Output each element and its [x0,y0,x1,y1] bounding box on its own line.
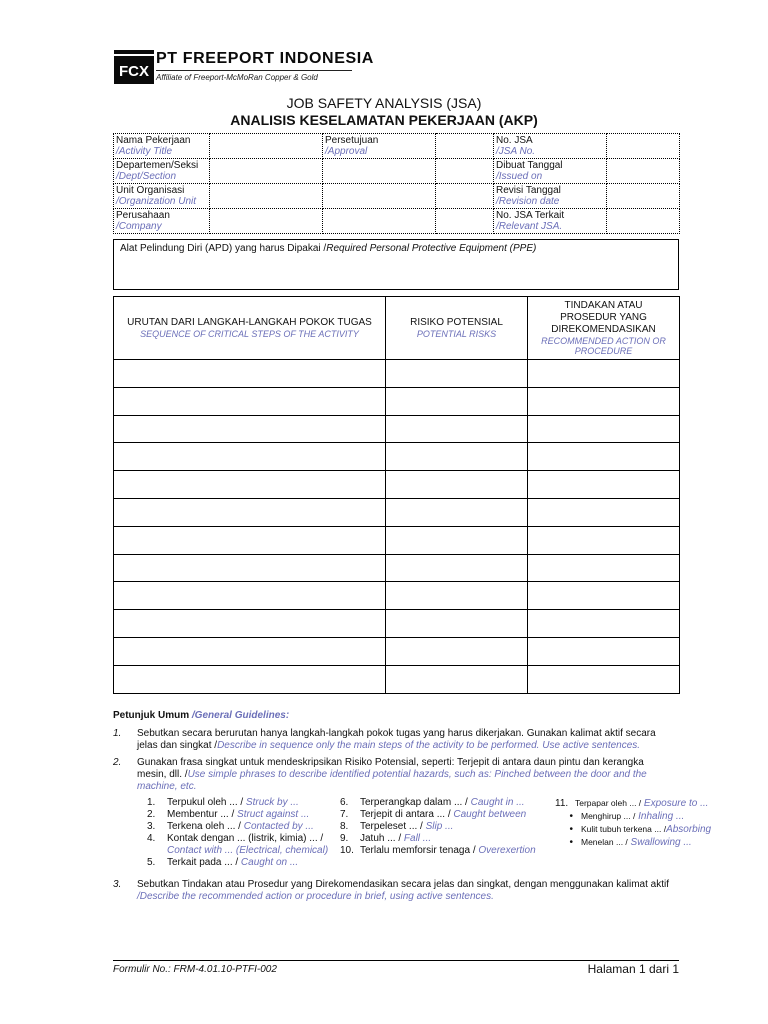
info-label [114,159,210,184]
info-value-field[interactable] [607,209,680,234]
logo-divider [156,70,352,71]
info-label-text: Perusahaan [116,210,170,221]
info-label [323,159,436,184]
hazard-item [340,821,536,833]
info-label [114,134,210,159]
hazard-text-en: Slip ... [422,821,454,832]
table-row [114,498,680,526]
hazard-number: • [569,837,573,848]
hazard-number: 3. [147,821,156,832]
action-cell[interactable] [528,582,680,610]
hazard-text: Terperangkap dalam ... / [360,797,468,808]
step-cell[interactable] [114,498,386,526]
guideline-number: 1. [113,728,122,739]
hazard-item [147,857,328,869]
hazard-text: Menelan ... / [581,837,628,847]
guideline-text: mesin, dll. / [137,769,188,780]
hazard-number: 5. [147,857,156,868]
hazard-text: Terlalu memforsir tenaga / [360,845,476,856]
info-label-text: Departemen/Seksi [116,160,199,171]
info-label-text-en: /Organization Unit [116,196,197,207]
hazard-text-en: Caught between [450,809,527,820]
risk-cell[interactable] [386,526,528,554]
action-cell[interactable] [528,554,680,582]
info-label-text: Persetujuan [325,135,379,146]
risk-cell[interactable] [386,443,528,471]
info-label-text: Revisi Tanggal [496,185,561,196]
column-header-actions [528,297,680,360]
hazard-text-en: Exposure to ... [641,798,709,809]
action-cell[interactable] [528,471,680,499]
info-value-field[interactable] [436,184,494,209]
hazard-number: • [569,824,573,835]
hazard-item [147,797,328,809]
hazard-text: Jatuh ... / [360,833,402,844]
action-cell[interactable] [528,637,680,665]
ppe-box[interactable] [113,239,679,290]
hazard-number: 1. [147,797,156,808]
risk-cell[interactable] [386,471,528,499]
info-value-field[interactable] [607,159,680,184]
risk-cell[interactable] [386,610,528,638]
ppe-label-en: Required Personal Protective Equipment (PPE) [326,243,537,254]
column-risks-label: RISIKO POTENSIAL [410,317,503,328]
hazard-item [340,833,536,845]
table-row [114,637,680,665]
info-label-text-en: /Dept/Section [116,171,177,182]
hazard-item [555,810,711,823]
info-label-text-en: /Activity Title [116,146,173,157]
hazard-number: 2. [147,809,156,820]
footer-divider [113,960,679,961]
table-row [114,610,680,638]
hazard-text-en: Inhaling ... [635,811,685,822]
table-row [114,554,680,582]
hazard-item [340,809,536,821]
hazard-text-en: Contacted by ... [240,821,314,832]
jsa-steps-table [113,296,680,694]
hazard-number: 10. [340,845,354,856]
info-label-text-en: /Company [116,221,162,232]
info-value-field[interactable] [607,184,680,209]
risk-cell[interactable] [386,637,528,665]
hazard-text-en: Absorbing [666,824,712,835]
guideline-text-en: Describe in sequence only the main steps of the activity to be performed. Use active sentences. [217,740,641,751]
table-row [114,582,680,610]
guideline-item-2 [113,757,679,795]
info-label [323,184,436,209]
risk-cell[interactable] [386,387,528,415]
info-row [114,209,680,234]
hazard-number: 6. [340,797,349,808]
hazard-number: 11. [555,798,569,809]
column-actions-label-en: RECOMMENDED ACTION OR PROCEDURE [541,336,666,356]
step-cell[interactable] [114,554,386,582]
hazard-text: Menghirup ... / [581,811,636,821]
info-label-text-en: /Issued on [496,171,543,182]
info-label-text: Dibuat Tanggal [496,160,563,171]
step-cell[interactable] [114,415,386,443]
info-value-field[interactable] [436,134,494,159]
hazard-number: • [569,811,573,822]
hazard-list-2 [340,797,536,857]
info-label-text: No. JSA [496,135,533,146]
guideline-text-en: Use simple phrases to describe identified potential hazards, such as: Pinched between the door and the [187,769,647,780]
column-header-steps [114,297,386,360]
step-cell[interactable] [114,387,386,415]
table-row [114,387,680,415]
risk-cell[interactable] [386,498,528,526]
hazard-item [555,823,711,836]
table-row [114,665,680,693]
info-label [494,159,607,184]
column-risks-label-en: POTENTIAL RISKS [416,329,497,339]
guideline-number: 2. [113,757,122,768]
hazard-text: Terjepit di antara ... / [360,809,451,820]
form-number: Formulir No.: FRM-4.01.10-PTFI-002 [113,964,277,975]
info-value-field[interactable] [607,134,680,159]
form-title-id: ANALISIS KESELAMATAN PEKERJAAN (AKP) [230,112,538,128]
page-number: Halaman 1 dari 1 [587,962,679,976]
info-label-text-en: /JSA No. [496,146,536,157]
info-value-field[interactable] [210,184,323,209]
info-table [113,133,680,234]
step-cell[interactable] [114,637,386,665]
guideline-text-en: /Describe the recommended action or procedure in brief, using active sentences. [137,891,494,902]
column-steps-label-en: SEQUENCE OF CRITICAL STEPS OF THE ACTIVITY [140,329,359,339]
info-label-text: Nama Pekerjaan [116,135,191,146]
step-cell[interactable] [114,360,386,388]
table-row [114,360,680,388]
hazard-item [340,797,536,809]
hazard-text: Terpeleset ... / [360,821,423,832]
info-value-field[interactable] [436,209,494,234]
hazard-number: 7. [340,809,349,820]
hazard-text-en: Struck by ... [243,797,299,808]
column-steps-label: URUTAN DARI LANGKAH-LANGKAH POKOK TUGAS [127,317,372,328]
risk-cell[interactable] [386,415,528,443]
hazard-item [147,809,328,821]
guideline-item-1 [113,728,679,754]
info-value-field[interactable] [210,159,323,184]
hazard-text: Terkena oleh ... / [167,821,241,832]
step-cell[interactable] [114,610,386,638]
info-label-text-en: /Approval [325,146,368,157]
info-label [323,209,436,234]
form-title-en: JOB SAFETY ANALYSIS (JSA) [286,95,482,111]
logo-text: FCX [119,63,149,80]
company-logo-mark [114,50,154,84]
step-cell[interactable] [114,471,386,499]
info-row [114,184,680,209]
hazard-item [147,821,328,833]
info-label-text-en: /Revision date [496,196,560,207]
hazard-text-en: Overexertion [475,845,536,856]
action-cell[interactable] [528,360,680,388]
step-cell[interactable] [114,443,386,471]
info-label [323,134,436,159]
table-row [114,415,680,443]
guideline-text-en: machine, etc. [137,781,197,792]
hazard-text-en: Swallowing ... [627,837,692,848]
guidelines-title-en: /General Guidelines: [191,710,290,721]
hazard-text-en: Contact with ... (Electrical, chemical) [167,845,329,856]
info-label-text: No. JSA Terkait [496,210,565,221]
info-label [114,209,210,234]
risk-cell[interactable] [386,360,528,388]
table-row [114,526,680,554]
table-row [114,443,680,471]
company-logo [112,48,412,88]
column-actions-label-3: DIREKOMENDASIKAN [551,324,656,335]
info-value-field[interactable] [210,209,323,234]
company-affiliate: Affiliate of Freeport-McMoRan Copper & Gold [156,73,318,82]
risk-cell[interactable] [386,665,528,693]
action-cell[interactable] [528,443,680,471]
info-label-text-en: /Relevant JSA. [496,221,563,232]
guidelines-title-id: Petunjuk Umum [113,710,190,721]
info-label [494,184,607,209]
hazard-list-3 [555,797,711,849]
info-label-text: Unit Organisasi [116,185,185,196]
info-row [114,134,680,159]
hazard-number: 8. [340,821,349,832]
guideline-text: jelas dan singkat / [137,740,218,751]
info-label [494,209,607,234]
hazard-text: Kulit tubuh terkena ... / [581,824,667,834]
column-actions-label-2: PROSEDUR YANG [560,312,647,323]
hazard-text: Terpapar oleh ... / [575,798,642,808]
guideline-text: Gunakan frasa singkat untuk mendeskripsikan Risiko Potensial, seperti: Terjepit di antara daun pintu dan kerangka [137,757,644,768]
step-cell[interactable] [114,665,386,693]
action-cell[interactable] [528,415,680,443]
hazard-item [340,845,536,857]
hazard-text-en: Fall ... [401,833,432,844]
table-row [114,471,680,499]
step-cell[interactable] [114,582,386,610]
guideline-text: Sebutkan secara berurutan hanya langkah-langkah pokok tugas yang harus dikerjakan. Gunakan kalimat aktif secara [137,728,656,739]
column-actions-label-1: TINDAKAN ATAU [564,300,643,311]
guidelines-title [113,710,289,721]
hazard-item [555,836,711,849]
action-cell[interactable] [528,610,680,638]
action-cell[interactable] [528,387,680,415]
action-cell[interactable] [528,498,680,526]
info-value-field[interactable] [210,134,323,159]
hazard-number: 9. [340,833,349,844]
company-name: PT FREEPORT INDONESIA [156,50,374,67]
hazard-text: Terpukul oleh ... / [167,797,244,808]
hazard-text-en: Caught in ... [467,797,525,808]
action-cell[interactable] [528,526,680,554]
hazard-text: Kontak dengan ... (listrik, kimia) ... / [167,833,324,844]
info-label [114,184,210,209]
hazard-text: Terkait pada ... / [167,857,239,868]
action-cell[interactable] [528,665,680,693]
step-cell[interactable] [114,526,386,554]
hazard-item [147,833,328,845]
hazard-item [555,797,711,810]
info-row [114,159,680,184]
risk-cell[interactable] [386,554,528,582]
column-header-risks [386,297,528,360]
hazard-text-en: Caught on ... [238,857,299,868]
hazard-list-1 [147,797,328,869]
ppe-label: Alat Pelindung Diri (APD) yang harus Dipakai / [120,243,327,254]
hazard-text-en: Struct against ... [234,809,310,820]
hazard-text: Membentur ... / [167,809,235,820]
hazard-item [147,845,328,857]
risk-cell[interactable] [386,582,528,610]
hazard-number: 4. [147,833,156,844]
guideline-item-3 [113,879,679,905]
info-label [494,134,607,159]
guideline-text: Sebutkan Tindakan atau Prosedur yang Direkomendasikan secara jelas dan singkat, dengan menggunakan kalimat aktif [137,879,669,890]
info-value-field[interactable] [436,159,494,184]
guideline-number: 3. [113,879,122,890]
